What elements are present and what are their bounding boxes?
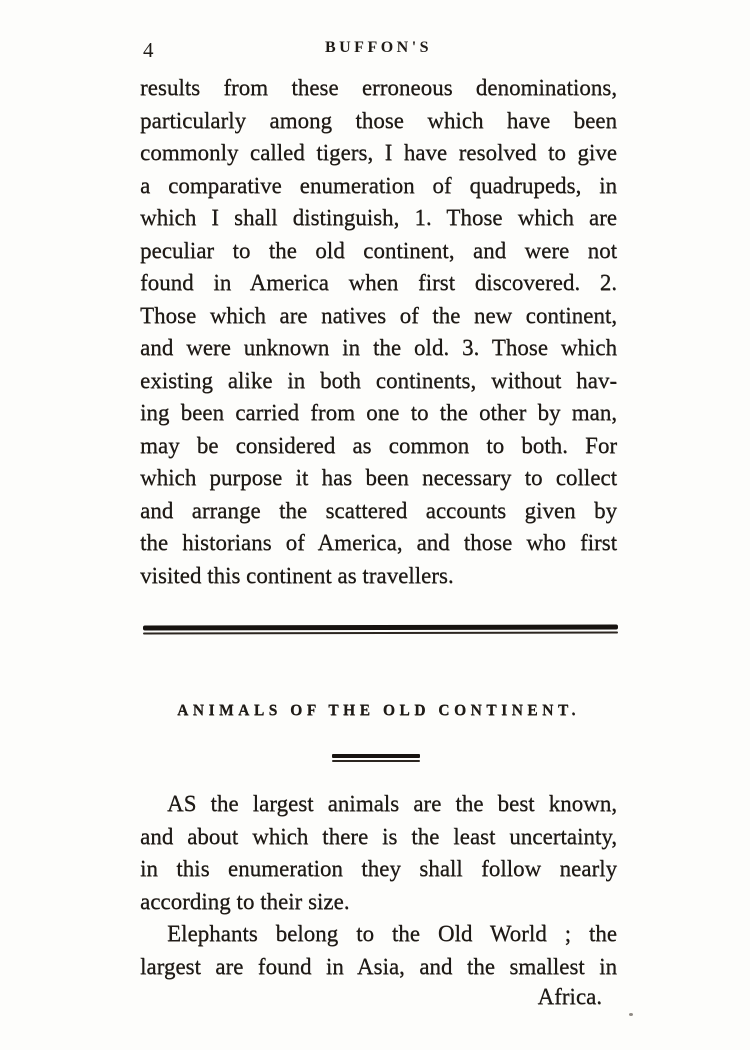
paragraph-elephants <box>140 918 617 983</box>
text-line: and arrange the scattered accounts given by <box>140 497 617 523</box>
text-line: a comparative enumeration of quadrupeds, in <box>140 172 617 198</box>
text-line: results from these erroneous denominations, <box>140 75 617 100</box>
page-number: 4 <box>143 38 155 62</box>
text-line: commonly called tigers, I have resolved to give <box>140 140 617 165</box>
paragraph-intro <box>140 788 617 918</box>
text-line: and were unknown in the old. 3. Those which <box>140 335 617 360</box>
divider-thick-line <box>143 625 618 631</box>
text-line: existing alike in both continents, without hav- <box>140 367 617 393</box>
underline-thick-line <box>332 754 420 758</box>
text-line: which purpose it has been necessary to collect <box>140 465 617 490</box>
section-heading: ANIMALS OF THE OLD CONTINENT. <box>177 702 580 719</box>
text-line: according to their size. <box>140 888 350 914</box>
running-title: BUFFON'S <box>324 39 433 56</box>
text-line: Those which are natives of the new continent, <box>140 302 617 328</box>
running-head <box>140 36 617 64</box>
text-line: peculiar to the old continent, and were not <box>140 237 617 263</box>
text-line: Elephants belong to the Old World ; the <box>167 921 617 946</box>
section-divider-rule <box>143 625 618 635</box>
text-line: and about which there is the least uncertainty, <box>140 823 617 849</box>
paragraph-continuation <box>140 72 617 592</box>
text-line: visited this continent as travellers. <box>140 562 454 588</box>
heading-underline-rule <box>332 754 420 762</box>
catchword: Africa. <box>537 984 602 1009</box>
text-line: found in America when first discovered. 2. <box>140 270 617 295</box>
underline-thin-line <box>332 760 420 762</box>
text-line: largest are found in Asia, and the smallest in <box>140 953 617 979</box>
text-line: ing been carried from one to the other by man, <box>140 400 617 425</box>
text-line: particularly among those which have been <box>140 107 617 133</box>
text-line: which I shall distinguish, 1. Those which are <box>140 205 617 230</box>
text-line: the historians of America, and those who first <box>140 530 617 555</box>
text-line: AS the largest animals are the best known, <box>167 791 617 816</box>
scan-speck <box>629 1013 633 1016</box>
text-line: may be considered as common to both. For <box>140 432 617 458</box>
text-line: in this enumeration they shall follow nearly <box>140 856 617 881</box>
divider-thin-line <box>143 632 618 635</box>
